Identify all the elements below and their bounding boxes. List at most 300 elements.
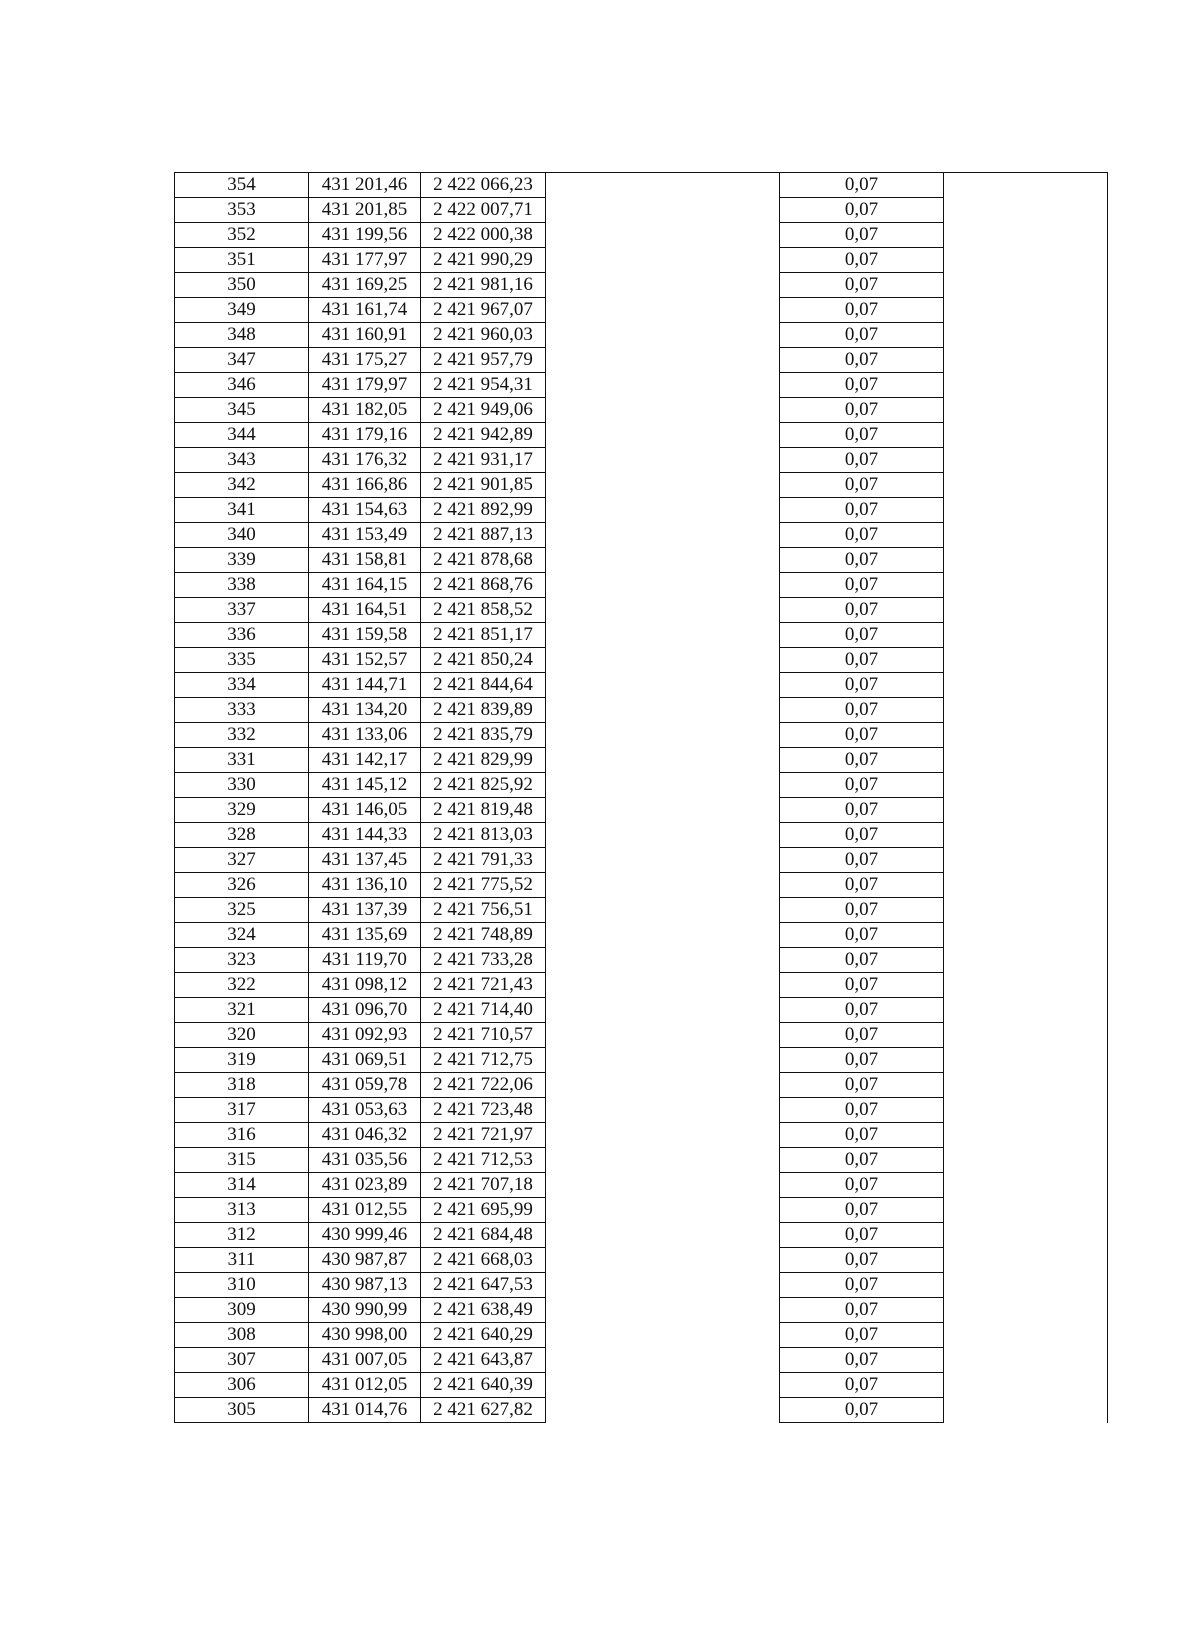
- value-cell: 0,07: [780, 698, 944, 723]
- empty-cell: [546, 823, 780, 848]
- point-number-cell: 321: [175, 998, 309, 1023]
- table-row: [175, 398, 1108, 423]
- empty-cell: [546, 1148, 780, 1173]
- point-number-cell: 310: [175, 1273, 309, 1298]
- y-coordinate-cell: 2 422 007,71: [421, 198, 546, 223]
- y-coordinate-cell: 2 422 066,23: [421, 173, 546, 198]
- x-coordinate-cell: 431 053,63: [309, 1098, 421, 1123]
- x-coordinate-cell: 431 145,12: [309, 773, 421, 798]
- value-cell: 0,07: [780, 998, 944, 1023]
- point-number-cell: 320: [175, 1023, 309, 1048]
- y-coordinate-cell: 2 421 858,52: [421, 598, 546, 623]
- x-coordinate-cell: 431 144,33: [309, 823, 421, 848]
- empty-cell: [944, 298, 1108, 323]
- table-row: [175, 848, 1108, 873]
- x-coordinate-cell: 431 154,63: [309, 498, 421, 523]
- y-coordinate-cell: 2 421 981,16: [421, 273, 546, 298]
- table-row: [175, 573, 1108, 598]
- y-coordinate-cell: 2 421 714,40: [421, 998, 546, 1023]
- table-row: [175, 223, 1108, 248]
- empty-cell: [944, 948, 1108, 973]
- table-row: [175, 823, 1108, 848]
- table-row: [175, 173, 1108, 198]
- empty-cell: [944, 1073, 1108, 1098]
- y-coordinate-cell: 2 421 887,13: [421, 523, 546, 548]
- empty-cell: [944, 873, 1108, 898]
- empty-cell: [944, 1398, 1108, 1423]
- y-coordinate-cell: 2 421 712,53: [421, 1148, 546, 1173]
- x-coordinate-cell: 431 182,05: [309, 398, 421, 423]
- y-coordinate-cell: 2 421 710,57: [421, 1023, 546, 1048]
- value-cell: 0,07: [780, 1373, 944, 1398]
- empty-cell: [546, 523, 780, 548]
- value-cell: 0,07: [780, 1323, 944, 1348]
- point-number-cell: 317: [175, 1098, 309, 1123]
- value-cell: 0,07: [780, 423, 944, 448]
- x-coordinate-cell: 431 201,85: [309, 198, 421, 223]
- y-coordinate-cell: 2 421 695,99: [421, 1198, 546, 1223]
- y-coordinate-cell: 2 421 638,49: [421, 1298, 546, 1323]
- x-coordinate-cell: 431 153,49: [309, 523, 421, 548]
- x-coordinate-cell: 431 133,06: [309, 723, 421, 748]
- point-number-cell: 338: [175, 573, 309, 598]
- y-coordinate-cell: 2 421 949,06: [421, 398, 546, 423]
- table-row: [175, 1073, 1108, 1098]
- value-cell: 0,07: [780, 548, 944, 573]
- empty-cell: [546, 698, 780, 723]
- point-number-cell: 315: [175, 1148, 309, 1173]
- point-number-cell: 342: [175, 473, 309, 498]
- empty-cell: [546, 1273, 780, 1298]
- x-coordinate-cell: 431 144,71: [309, 673, 421, 698]
- value-cell: 0,07: [780, 673, 944, 698]
- empty-cell: [546, 298, 780, 323]
- empty-cell: [944, 648, 1108, 673]
- x-coordinate-cell: 431 177,97: [309, 248, 421, 273]
- x-coordinate-cell: 431 152,57: [309, 648, 421, 673]
- x-coordinate-cell: 431 119,70: [309, 948, 421, 973]
- x-coordinate-cell: 430 998,00: [309, 1323, 421, 1348]
- point-number-cell: 344: [175, 423, 309, 448]
- empty-cell: [546, 573, 780, 598]
- empty-cell: [546, 348, 780, 373]
- table-row: [175, 798, 1108, 823]
- y-coordinate-cell: 2 421 721,43: [421, 973, 546, 998]
- empty-cell: [546, 423, 780, 448]
- table-row: [175, 323, 1108, 348]
- empty-cell: [944, 173, 1108, 198]
- empty-cell: [944, 348, 1108, 373]
- empty-cell: [944, 1373, 1108, 1398]
- table-row: [175, 373, 1108, 398]
- empty-cell: [944, 1123, 1108, 1148]
- value-cell: 0,07: [780, 723, 944, 748]
- value-cell: 0,07: [780, 598, 944, 623]
- empty-cell: [546, 848, 780, 873]
- empty-cell: [944, 1023, 1108, 1048]
- empty-cell: [546, 1123, 780, 1148]
- value-cell: 0,07: [780, 198, 944, 223]
- empty-cell: [944, 1348, 1108, 1373]
- y-coordinate-cell: 2 421 775,52: [421, 873, 546, 898]
- table-row: [175, 1323, 1108, 1348]
- x-coordinate-cell: 431 014,76: [309, 1398, 421, 1423]
- value-cell: 0,07: [780, 173, 944, 198]
- table-row: [175, 1173, 1108, 1198]
- empty-cell: [546, 723, 780, 748]
- empty-cell: [944, 223, 1108, 248]
- y-coordinate-cell: 2 421 813,03: [421, 823, 546, 848]
- table-row: [175, 998, 1108, 1023]
- y-coordinate-cell: 2 421 954,31: [421, 373, 546, 398]
- table-row: [175, 648, 1108, 673]
- y-coordinate-cell: 2 421 829,99: [421, 748, 546, 773]
- x-coordinate-cell: 431 035,56: [309, 1148, 421, 1173]
- point-number-cell: 340: [175, 523, 309, 548]
- point-number-cell: 316: [175, 1123, 309, 1148]
- y-coordinate-cell: 2 421 721,97: [421, 1123, 546, 1148]
- point-number-cell: 323: [175, 948, 309, 973]
- table-row: [175, 773, 1108, 798]
- table-row: [175, 1398, 1108, 1423]
- coordinates-table-body: [175, 173, 1108, 1423]
- empty-cell: [944, 448, 1108, 473]
- empty-cell: [944, 373, 1108, 398]
- x-coordinate-cell: 431 164,51: [309, 598, 421, 623]
- empty-cell: [944, 673, 1108, 698]
- y-coordinate-cell: 2 421 722,06: [421, 1073, 546, 1098]
- empty-cell: [546, 373, 780, 398]
- point-number-cell: 305: [175, 1398, 309, 1423]
- x-coordinate-cell: 431 012,05: [309, 1373, 421, 1398]
- empty-cell: [546, 973, 780, 998]
- value-cell: 0,07: [780, 1223, 944, 1248]
- empty-cell: [944, 698, 1108, 723]
- empty-cell: [944, 773, 1108, 798]
- x-coordinate-cell: 431 175,27: [309, 348, 421, 373]
- empty-cell: [546, 648, 780, 673]
- empty-cell: [944, 423, 1108, 448]
- value-cell: 0,07: [780, 1348, 944, 1373]
- x-coordinate-cell: 431 137,39: [309, 898, 421, 923]
- table-row: [175, 1148, 1108, 1173]
- empty-cell: [546, 673, 780, 698]
- point-number-cell: 308: [175, 1323, 309, 1348]
- empty-cell: [546, 1023, 780, 1048]
- empty-cell: [546, 1323, 780, 1348]
- value-cell: 0,07: [780, 1273, 944, 1298]
- table-row: [175, 1248, 1108, 1273]
- point-number-cell: 324: [175, 923, 309, 948]
- point-number-cell: 343: [175, 448, 309, 473]
- point-number-cell: 312: [175, 1223, 309, 1248]
- table-row: [175, 298, 1108, 323]
- y-coordinate-cell: 2 421 942,89: [421, 423, 546, 448]
- y-coordinate-cell: 2 421 967,07: [421, 298, 546, 323]
- x-coordinate-cell: 431 159,58: [309, 623, 421, 648]
- point-number-cell: 349: [175, 298, 309, 323]
- y-coordinate-cell: 2 421 850,24: [421, 648, 546, 673]
- point-number-cell: 325: [175, 898, 309, 923]
- empty-cell: [546, 323, 780, 348]
- x-coordinate-cell: 430 990,99: [309, 1298, 421, 1323]
- empty-cell: [944, 248, 1108, 273]
- empty-cell: [546, 398, 780, 423]
- empty-cell: [944, 1323, 1108, 1348]
- y-coordinate-cell: 2 421 627,82: [421, 1398, 546, 1423]
- empty-cell: [546, 1348, 780, 1373]
- point-number-cell: 314: [175, 1173, 309, 1198]
- value-cell: 0,07: [780, 1098, 944, 1123]
- y-coordinate-cell: 2 421 712,75: [421, 1048, 546, 1073]
- y-coordinate-cell: 2 421 839,89: [421, 698, 546, 723]
- table-row: [175, 748, 1108, 773]
- empty-cell: [944, 973, 1108, 998]
- y-coordinate-cell: 2 421 640,39: [421, 1373, 546, 1398]
- value-cell: 0,07: [780, 573, 944, 598]
- empty-cell: [944, 823, 1108, 848]
- empty-cell: [944, 273, 1108, 298]
- point-number-cell: 318: [175, 1073, 309, 1098]
- x-coordinate-cell: 431 134,20: [309, 698, 421, 723]
- empty-cell: [546, 548, 780, 573]
- point-number-cell: 327: [175, 848, 309, 873]
- y-coordinate-cell: 2 421 707,18: [421, 1173, 546, 1198]
- table-row: [175, 898, 1108, 923]
- empty-cell: [546, 998, 780, 1023]
- y-coordinate-cell: 2 421 640,29: [421, 1323, 546, 1348]
- y-coordinate-cell: 2 421 878,68: [421, 548, 546, 573]
- empty-cell: [546, 1398, 780, 1423]
- x-coordinate-cell: 431 179,97: [309, 373, 421, 398]
- point-number-cell: 352: [175, 223, 309, 248]
- value-cell: 0,07: [780, 748, 944, 773]
- point-number-cell: 334: [175, 673, 309, 698]
- empty-cell: [546, 223, 780, 248]
- point-number-cell: 351: [175, 248, 309, 273]
- y-coordinate-cell: 2 421 647,53: [421, 1273, 546, 1298]
- x-coordinate-cell: 431 146,05: [309, 798, 421, 823]
- value-cell: 0,07: [780, 1198, 944, 1223]
- point-number-cell: 347: [175, 348, 309, 373]
- y-coordinate-cell: 2 421 684,48: [421, 1223, 546, 1248]
- table-row: [175, 1048, 1108, 1073]
- point-number-cell: 322: [175, 973, 309, 998]
- table-row: [175, 523, 1108, 548]
- empty-cell: [944, 1223, 1108, 1248]
- value-cell: 0,07: [780, 1048, 944, 1073]
- y-coordinate-cell: 2 421 990,29: [421, 248, 546, 273]
- point-number-cell: 307: [175, 1348, 309, 1373]
- x-coordinate-cell: 431 096,70: [309, 998, 421, 1023]
- table-row: [175, 248, 1108, 273]
- empty-cell: [944, 1298, 1108, 1323]
- table-row: [175, 1123, 1108, 1148]
- x-coordinate-cell: 431 069,51: [309, 1048, 421, 1073]
- empty-cell: [944, 548, 1108, 573]
- empty-cell: [944, 998, 1108, 1023]
- point-number-cell: 326: [175, 873, 309, 898]
- empty-cell: [546, 1073, 780, 1098]
- x-coordinate-cell: 431 046,32: [309, 1123, 421, 1148]
- table-row: [175, 1098, 1108, 1123]
- empty-cell: [944, 523, 1108, 548]
- point-number-cell: 330: [175, 773, 309, 798]
- value-cell: 0,07: [780, 348, 944, 373]
- empty-cell: [546, 748, 780, 773]
- table-row: [175, 273, 1108, 298]
- empty-cell: [944, 1048, 1108, 1073]
- table-row: [175, 1298, 1108, 1323]
- empty-cell: [546, 898, 780, 923]
- value-cell: 0,07: [780, 948, 944, 973]
- point-number-cell: 348: [175, 323, 309, 348]
- point-number-cell: 335: [175, 648, 309, 673]
- table-row: [175, 1023, 1108, 1048]
- value-cell: 0,07: [780, 373, 944, 398]
- value-cell: 0,07: [780, 798, 944, 823]
- x-coordinate-cell: 431 012,55: [309, 1198, 421, 1223]
- point-number-cell: 341: [175, 498, 309, 523]
- table-row: [175, 623, 1108, 648]
- table-row: [175, 1273, 1108, 1298]
- x-coordinate-cell: 431 059,78: [309, 1073, 421, 1098]
- x-coordinate-cell: 431 169,25: [309, 273, 421, 298]
- empty-cell: [944, 1198, 1108, 1223]
- empty-cell: [546, 1223, 780, 1248]
- point-number-cell: 328: [175, 823, 309, 848]
- point-number-cell: 336: [175, 623, 309, 648]
- x-coordinate-cell: 431 199,56: [309, 223, 421, 248]
- empty-cell: [546, 623, 780, 648]
- y-coordinate-cell: 2 421 756,51: [421, 898, 546, 923]
- value-cell: 0,07: [780, 248, 944, 273]
- table-row: [175, 348, 1108, 373]
- table-row: [175, 498, 1108, 523]
- value-cell: 0,07: [780, 773, 944, 798]
- empty-cell: [944, 1273, 1108, 1298]
- x-coordinate-cell: 431 164,15: [309, 573, 421, 598]
- table-row: [175, 948, 1108, 973]
- y-coordinate-cell: 2 421 960,03: [421, 323, 546, 348]
- empty-cell: [546, 473, 780, 498]
- x-coordinate-cell: 430 999,46: [309, 1223, 421, 1248]
- x-coordinate-cell: 431 007,05: [309, 1348, 421, 1373]
- point-number-cell: 339: [175, 548, 309, 573]
- y-coordinate-cell: 2 421 901,85: [421, 473, 546, 498]
- value-cell: 0,07: [780, 448, 944, 473]
- value-cell: 0,07: [780, 323, 944, 348]
- point-number-cell: 329: [175, 798, 309, 823]
- value-cell: 0,07: [780, 473, 944, 498]
- empty-cell: [944, 798, 1108, 823]
- y-coordinate-cell: 2 421 748,89: [421, 923, 546, 948]
- table-row: [175, 1223, 1108, 1248]
- empty-cell: [546, 948, 780, 973]
- value-cell: 0,07: [780, 923, 944, 948]
- empty-cell: [944, 1248, 1108, 1273]
- table-row: [175, 1373, 1108, 1398]
- value-cell: 0,07: [780, 1123, 944, 1148]
- empty-cell: [944, 1098, 1108, 1123]
- y-coordinate-cell: 2 421 733,28: [421, 948, 546, 973]
- x-coordinate-cell: 431 201,46: [309, 173, 421, 198]
- point-number-cell: 350: [175, 273, 309, 298]
- y-coordinate-cell: 2 421 835,79: [421, 723, 546, 748]
- value-cell: 0,07: [780, 1148, 944, 1173]
- point-number-cell: 345: [175, 398, 309, 423]
- point-number-cell: 311: [175, 1248, 309, 1273]
- y-coordinate-cell: 2 421 931,17: [421, 448, 546, 473]
- empty-cell: [546, 923, 780, 948]
- x-coordinate-cell: 431 160,91: [309, 323, 421, 348]
- value-cell: 0,07: [780, 498, 944, 523]
- table-row: [175, 723, 1108, 748]
- value-cell: 0,07: [780, 223, 944, 248]
- point-number-cell: 354: [175, 173, 309, 198]
- empty-cell: [944, 898, 1108, 923]
- point-number-cell: 333: [175, 698, 309, 723]
- value-cell: 0,07: [780, 973, 944, 998]
- point-number-cell: 353: [175, 198, 309, 223]
- y-coordinate-cell: 2 421 791,33: [421, 848, 546, 873]
- empty-cell: [546, 1373, 780, 1398]
- x-coordinate-cell: 431 176,32: [309, 448, 421, 473]
- y-coordinate-cell: 2 421 825,92: [421, 773, 546, 798]
- point-number-cell: 346: [175, 373, 309, 398]
- value-cell: 0,07: [780, 1248, 944, 1273]
- empty-cell: [944, 598, 1108, 623]
- value-cell: 0,07: [780, 623, 944, 648]
- y-coordinate-cell: 2 421 643,87: [421, 1348, 546, 1373]
- empty-cell: [546, 498, 780, 523]
- empty-cell: [944, 198, 1108, 223]
- value-cell: 0,07: [780, 848, 944, 873]
- y-coordinate-cell: 2 421 892,99: [421, 498, 546, 523]
- value-cell: 0,07: [780, 873, 944, 898]
- point-number-cell: 319: [175, 1048, 309, 1073]
- empty-cell: [944, 398, 1108, 423]
- x-coordinate-cell: 430 987,87: [309, 1248, 421, 1273]
- x-coordinate-cell: 431 136,10: [309, 873, 421, 898]
- table-row: [175, 548, 1108, 573]
- table-row: [175, 923, 1108, 948]
- table-row: [175, 198, 1108, 223]
- empty-cell: [944, 573, 1108, 598]
- value-cell: 0,07: [780, 273, 944, 298]
- empty-cell: [944, 498, 1108, 523]
- x-coordinate-cell: 431 179,16: [309, 423, 421, 448]
- empty-cell: [944, 723, 1108, 748]
- table-row: [175, 598, 1108, 623]
- empty-cell: [546, 1248, 780, 1273]
- table-row: [175, 473, 1108, 498]
- table-row: [175, 1348, 1108, 1373]
- x-coordinate-cell: 431 023,89: [309, 1173, 421, 1198]
- table-row: [175, 698, 1108, 723]
- empty-cell: [546, 273, 780, 298]
- x-coordinate-cell: 431 158,81: [309, 548, 421, 573]
- point-number-cell: 332: [175, 723, 309, 748]
- x-coordinate-cell: 431 161,74: [309, 298, 421, 323]
- x-coordinate-cell: 431 137,45: [309, 848, 421, 873]
- point-number-cell: 313: [175, 1198, 309, 1223]
- point-number-cell: 309: [175, 1298, 309, 1323]
- y-coordinate-cell: 2 421 868,76: [421, 573, 546, 598]
- x-coordinate-cell: 431 166,86: [309, 473, 421, 498]
- x-coordinate-cell: 431 142,17: [309, 748, 421, 773]
- empty-cell: [546, 1098, 780, 1123]
